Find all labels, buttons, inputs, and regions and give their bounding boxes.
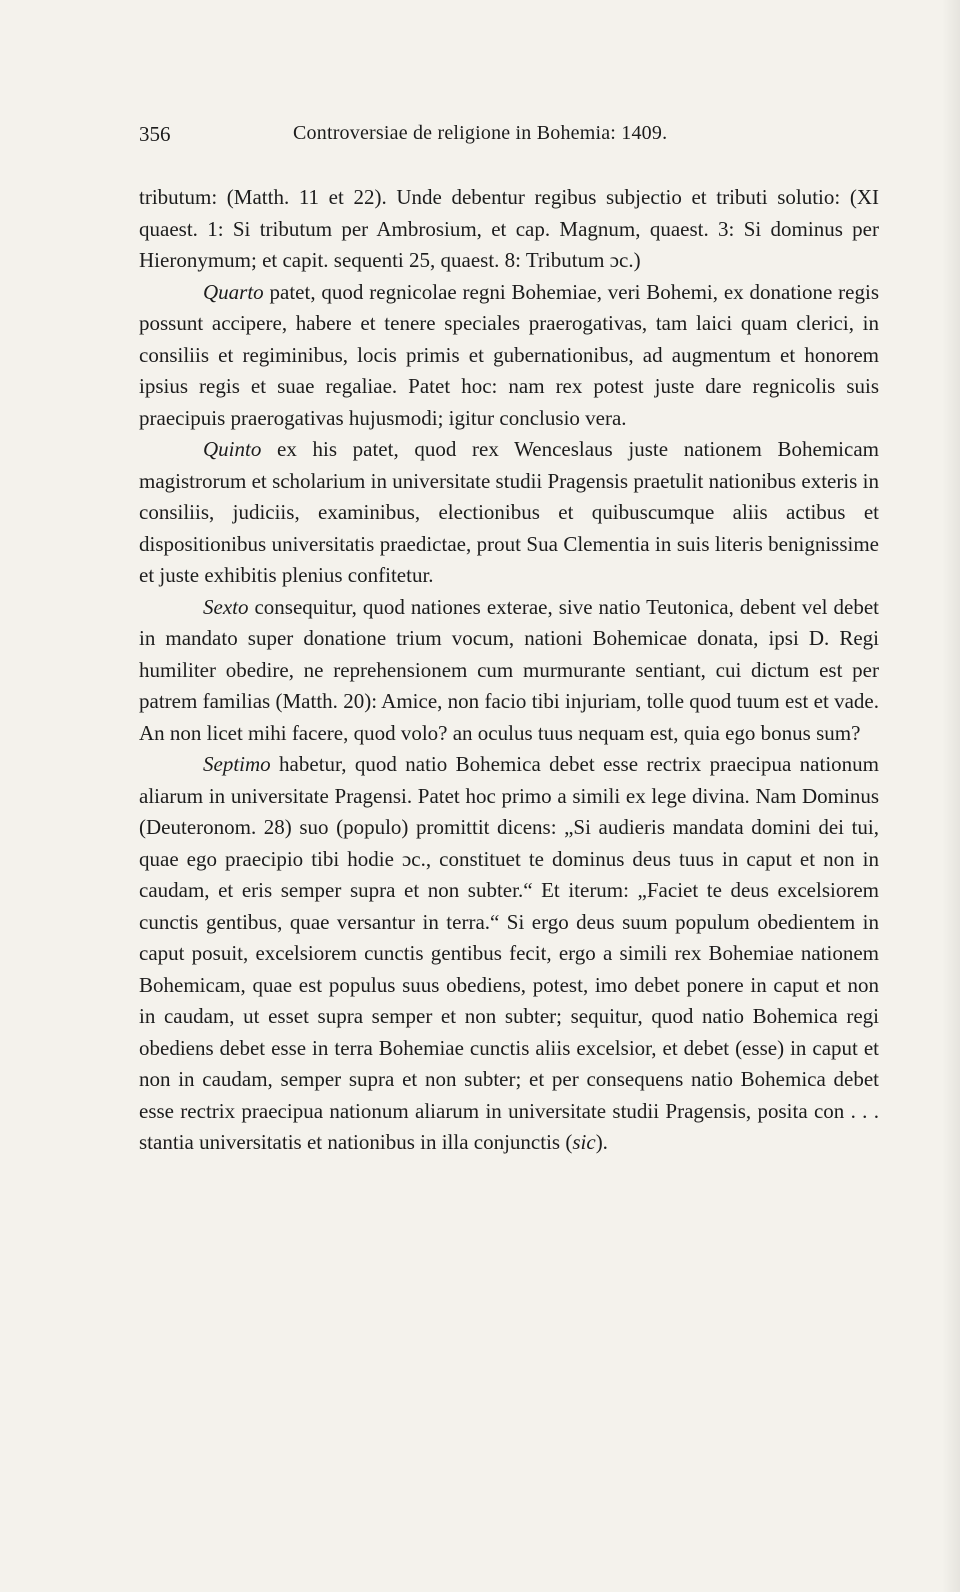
paragraph-continuation xyxy=(139,182,879,277)
paragraph-tail-open: ( xyxy=(565,1130,573,1154)
paragraph-text: ex his patet, quod rex Wenceslaus juste nationem Bohemicam magistrorum et scholarium in universitate studii Pragensis praetulit nationibus exteris in consiliis, judiciis, examinibus, electionibus et quibuscumque aliis actibus et dispositionibus universitatis praedictae, prout Sua Clementia in suis literis benignissime et juste exhibitis plenius confitetur. xyxy=(139,437,879,587)
paragraph-text: habetur, quod natio Bohemica debet esse rectrix praecipua nationum aliarum in universitate Pragensi. Patet hoc primo a simili ex lege divina. Nam Dominus (Deuteronom. 28) suo (populo) promittit dicens: „Si audieris mandata domini dei tui, quae ego praecipio tibi hodie ɔc., constituet te dominus deus tuus in caput et non in caudam, et eris semper supra et non subter.“ Et iterum: „Faciet te deus excelsiorem cunctis gentibus, quae versantur in terra.“ Si ergo deus suum populum obedientem in caput posuit, excelsiorem cunctis gentibus fecit, ergo a simili rex Bohemiae nationem Bohemicam, quae est populus suus obediens, potest, imo debet ponere in caput et non in caudam, ut esset supra semper et non subter; sequitur, quod natio Bohemica regi obediens debet esse in terra Bohemiae cunctis aliis excelsior, et debet (esse) in caput et non in caudam, semper supra et non subter; et per consequens natio Bohemica debet esse rectrix praecipua nationum aliarum in universitate studii Pragensis, posita con . . . stantia universitatis et nationibus in illa conjunctis xyxy=(139,752,879,1154)
page-number: 356 xyxy=(139,122,171,146)
paragraph-lead-word: Sexto xyxy=(203,594,249,619)
paragraph-lead-word: Quarto xyxy=(203,279,264,304)
paragraph-septimo xyxy=(139,749,879,1159)
paragraph-lead-word: Septimo xyxy=(203,752,271,776)
paragraph-text: patet, quod regnicolae regni Bohemiae, veri Bohemi, ex donatione regis possunt accipere, habere et tenere speciales praerogativas, tam laici quam clerici, in consiliis et regiminibus, locis primis et gubernationibus, ad augmentum et honorem ipsius regis et suae regaliae. Patet hoc: nam rex potest juste dare regnicolis suis praecipuis praerogativas hujusmodi; igitur conclusio vera. xyxy=(139,279,879,430)
paragraph-quinto xyxy=(139,434,879,592)
body-text xyxy=(139,182,879,1159)
sic-annotation: sic xyxy=(572,1130,596,1154)
paragraph-sexto xyxy=(139,592,879,750)
paragraph-quarto xyxy=(139,277,879,435)
paragraph-lead-word: Quinto xyxy=(203,437,262,461)
paragraph-tail-close: ). xyxy=(595,1130,608,1154)
running-title: Controversiae de religione in Bohemia: 1409. xyxy=(293,122,668,144)
paragraph-text: tributum: (Matth. 11 et 22). Unde debentur regibus subjectio et tributi solutio: (XI quaest. 1: Si tributum per Ambrosium, et cap. Magnum, quaest. 3: Si dominus per Hieronymum; et capit. sequenti 25, quaest. 8: Tributum ɔc.) xyxy=(139,185,879,272)
page-edge-shadow xyxy=(942,0,960,1592)
paragraph-text: consequitur, quod nationes exterae, sive natio Teutonica, debent vel debet in mandato super donatione trium vocum, nationi Bohemicae donata, ipsi D. Regi humiliter obedire, ne reprehensionem cum murmurante sentiant, cui dictum est per patrem familias (Matth. 20): Amice, non facio tibi injuriam, tolle quod tuum est et vade. An non licet mihi facere, quod volo? an oculus tuus nequam est, quia ego bonus sum? xyxy=(139,594,879,745)
page-header xyxy=(139,122,879,152)
